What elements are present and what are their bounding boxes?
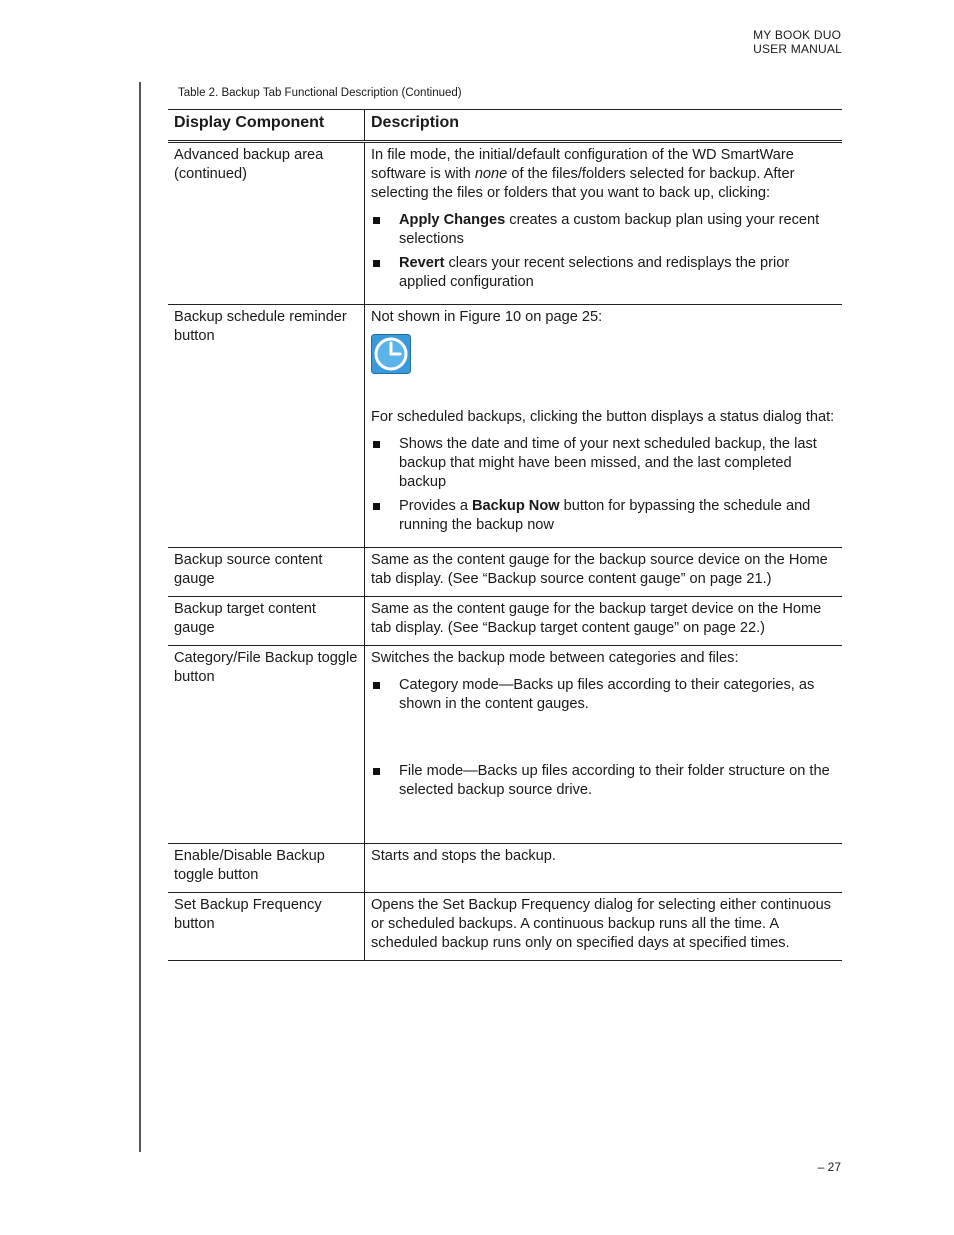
page-number: – 27 [817, 1160, 841, 1174]
description-cell [365, 305, 843, 548]
reminder-button-illustration [371, 334, 836, 380]
table-row [168, 548, 842, 597]
description-intro: For scheduled backups, clicking the button displays a status dialog that: [371, 409, 835, 425]
list-item: File mode—Backs up files according to their folder structure on the selected backup source drive. [371, 762, 836, 800]
description-line: Not shown in Figure 10 on page 25: [371, 309, 603, 325]
column-header-description: Description [365, 110, 843, 142]
description-cell: Starts and stops the backup. [365, 844, 843, 893]
description-cell [365, 646, 843, 844]
margin-rule [139, 82, 141, 1152]
component-cell: Advanced backup area (continued) [168, 142, 365, 305]
bullet-list [371, 211, 836, 292]
component-cell: Enable/Disable Backup toggle button [168, 844, 365, 893]
column-header-component: Display Component [168, 110, 365, 142]
description-cell: Same as the content gauge for the backup source device on the Home tab display. (See “Backup source content gauge” on page 21.) [365, 548, 843, 597]
list-item: Revert clears your recent selections and redisplays the prior applied configuration [371, 254, 836, 292]
backup-tab-table [168, 109, 842, 961]
component-cell: Category/File Backup toggle button [168, 646, 365, 844]
list-item: Provides a Backup Now button for bypassing the schedule and running the backup now [371, 497, 836, 535]
component-cell: Backup schedule reminder button [168, 305, 365, 548]
table-row [168, 844, 842, 893]
table-caption: Table 2. Backup Tab Functional Description (Continued) [178, 87, 462, 99]
table-row [168, 597, 842, 646]
running-header [753, 28, 842, 56]
list-item: Shows the date and time of your next scheduled backup, the last backup that might have been missed, and the last completed backup [371, 435, 836, 492]
table-row [168, 305, 842, 548]
header-product: MY BOOK DUO [753, 28, 842, 42]
component-cell: Set Backup Frequency button [168, 893, 365, 961]
table-row [168, 893, 842, 961]
table-row [168, 142, 842, 305]
description-intro: In file mode, the initial/default configuration of the WD SmartWare software is with none of the files/folders selected for backup. After selecting the files or folders that you want to back up, clicking: [371, 147, 795, 201]
term-revert: Revert [399, 255, 445, 271]
description-intro: Switches the backup mode between categories and files: [371, 650, 739, 666]
description-cell: Same as the content gauge for the backup target device on the Home tab display. (See “Backup target content gauge” on page 22.) [365, 597, 843, 646]
clock-icon [371, 334, 411, 374]
bullet-list [371, 676, 836, 800]
list-item: Apply Changes creates a custom backup plan using your recent selections [371, 211, 836, 249]
term-apply-changes: Apply Changes [399, 212, 506, 228]
table-row [168, 646, 842, 844]
table-header-row [168, 110, 842, 142]
header-doc-type: USER MANUAL [753, 42, 842, 56]
bullet-list [371, 435, 836, 535]
component-cell: Backup target content gauge [168, 597, 365, 646]
component-cell: Backup source content gauge [168, 548, 365, 597]
term-backup-now: Backup Now [472, 498, 560, 514]
description-cell [365, 142, 843, 305]
description-cell: Opens the Set Backup Frequency dialog for selecting either continuous or scheduled backups. A continuous backup runs all the time. A scheduled backup runs only on specified days at specified times. [365, 893, 843, 961]
list-item: Category mode—Backs up files according to their categories, as shown in the content gauges. [371, 676, 836, 714]
emphasis-none: none [474, 166, 508, 182]
